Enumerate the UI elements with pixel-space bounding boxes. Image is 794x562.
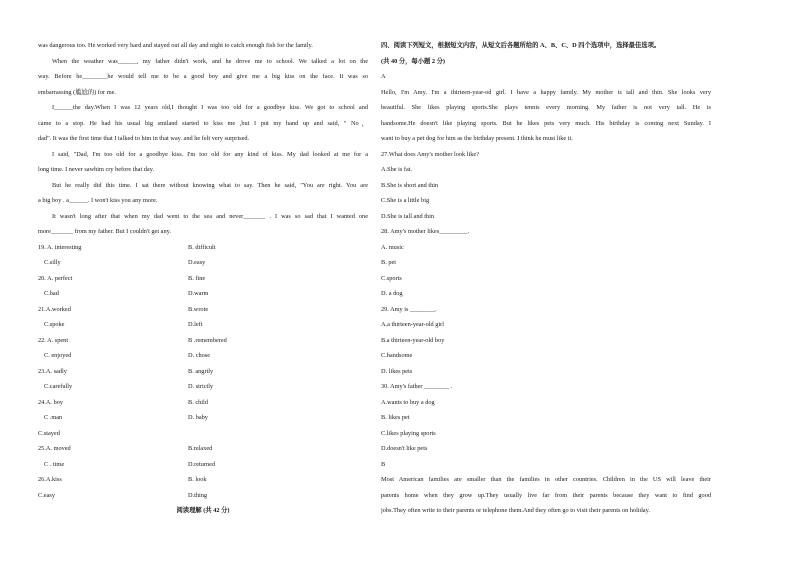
option-row (38, 472, 368, 488)
option-a: C.carefully (44, 383, 73, 390)
passage-a-label: A (381, 73, 386, 80)
passage-line: came to a stop. He had his usual big smiland started to kiss me ,but I put my hand up and said, " No， (38, 119, 368, 127)
question-line: B. likes pet (381, 414, 410, 421)
question-line: A.She is fat. (381, 166, 413, 173)
option-b: D. chose (188, 352, 211, 359)
section-header: 四、阅读下列短文，根据短文内容，从短文后各题所给的 A、B、C、D 四个选项中，选择最佳选项。 (381, 42, 661, 49)
option-b: D.easy (188, 259, 206, 266)
right-column (381, 38, 711, 519)
option-b: B. look (188, 476, 207, 483)
question-line: D.doesn't like pets (381, 445, 428, 452)
option-a: C.stayed (38, 429, 60, 437)
option-row (38, 302, 368, 318)
option-a: 20. A. perfect (38, 274, 73, 282)
question-line: C.sports (381, 274, 402, 282)
option-a: C . time (44, 460, 65, 468)
option-row (38, 488, 368, 504)
option-a: C.spoke (44, 321, 65, 328)
option-b: D.left (188, 321, 203, 328)
option-row (38, 395, 368, 411)
passage-line: But he really did this time. I sat there without knowing what to say. Then he said, "You are right. You are (52, 181, 368, 189)
option-row (38, 410, 368, 426)
option-b: B.relaxed (188, 445, 213, 452)
option-row (38, 379, 368, 395)
question-line: B. pet (381, 259, 397, 266)
option-row (38, 364, 368, 380)
option-row (38, 426, 368, 442)
option-a: C.easy (38, 491, 55, 499)
option-b: D.warm (188, 290, 209, 297)
passage-line: dad". It was the first time that I talked to him in that way. and he felt very surprised. (38, 135, 250, 142)
question-line: C.handsome (381, 352, 413, 359)
question-list (381, 147, 711, 457)
left-column (38, 38, 368, 519)
passage-line: I______the day.When I was 12 years old,I thought I was too old for a goodbye kiss. We got to school and (52, 104, 368, 111)
passage-line: a big boy . a______. I won't kiss you any more. (38, 197, 158, 204)
option-a: 26.A.kiss (38, 476, 62, 483)
passage-a-line: want to buy a pet dog for him as the birthday present. I think he must like it. (381, 135, 573, 142)
option-a: 19. A. interesting (38, 243, 82, 251)
question-line: B.a thirteen-year-old boy (381, 336, 445, 344)
passage-line: more_______ from my father. But I couldn't get any. (38, 228, 171, 235)
cloze-options (38, 240, 368, 504)
cloze-passage (38, 38, 368, 240)
passage-a-line: Hello, I'm Amy. I'm a thirteen-year-od girl. I have a happy family. My mother is tall and thin. She looks very (381, 88, 711, 96)
question-line: 27.What does Amy's mother look like? (381, 150, 480, 158)
option-b: D.returned (188, 460, 216, 468)
question-line: 28. Amy's mother likes_________. (381, 228, 470, 235)
option-a: 24.A. boy (38, 398, 64, 406)
question-line: C.likes playing sports (381, 429, 436, 437)
passage-line: long time. I never sawhim cry before that day. (38, 166, 155, 173)
option-b: D. baby (188, 414, 208, 421)
option-row (38, 348, 368, 364)
option-a: C.silly (44, 259, 61, 266)
passage-a-line: beautiful. She likes playing sports.She plays tennis every morning. My father is not very tall. He is (381, 104, 711, 111)
option-row (38, 271, 368, 287)
passage-line: embarrassing (尴尬的) for me. (38, 88, 116, 96)
option-b: B. fine (188, 274, 206, 282)
section-title-reading: 阅读理解 (共 42 分) (176, 507, 230, 514)
passage-b-line: Most American families are smaller than the families in other countries. Children in the US will leave their (381, 476, 711, 483)
passage-b-line: parents home when they grow up.They usually live far from their parents because they want to find good (381, 491, 711, 499)
option-row (38, 441, 368, 457)
question-line: D. a dog (381, 290, 403, 297)
option-row (38, 255, 368, 271)
passage-b (381, 472, 711, 519)
option-b: D.thing (188, 491, 208, 499)
question-line: 30. Amy's father ________ . (381, 383, 453, 390)
option-row (38, 240, 368, 256)
option-b: B. difficult (188, 243, 216, 251)
option-a: 21.A.worked (38, 305, 71, 313)
option-b: B.wrote (188, 305, 209, 313)
passage-line: I said, "Dad, I'm too old for a goodbye kiss. I'm too old for any kind of kiss. My dad looked at me for a (52, 150, 368, 158)
passage-b-label: B (381, 460, 386, 468)
question-line: A. music (381, 243, 404, 251)
passage-line: When the weather was______, my father didn't work, and he drove me to school. We talked a lot on the (52, 57, 368, 65)
option-b: D. strictly (188, 383, 214, 390)
passage-b-line: jobs.They often write to their parents or telephone them.And they often go to visit their parents on holiday. (381, 507, 650, 514)
option-row (38, 317, 368, 333)
option-b: B. child (188, 398, 208, 406)
passage-line: was dangerous too. He worked very hard and stayed out all day and night to catch enough fish for the family. (38, 42, 313, 49)
passage-a-line: handsome.He doesn't like playing sports. But he likes pets very much. His birthday is coming next Sunday. I (381, 119, 711, 127)
question-line: B.She is short and thin (381, 181, 439, 189)
question-line: A.wants to buy a dog (381, 398, 435, 406)
option-a: 22. A. spent (38, 336, 69, 344)
option-row (38, 457, 368, 473)
option-a: C. enjoyed (44, 352, 72, 359)
passage-a (381, 85, 711, 147)
passage-line: It wasn't long after that when my dad went to the sea and never_______ . I was so sad that I wanted one (52, 212, 368, 220)
question-line: D. likes pets (381, 367, 413, 375)
section-points: (共 40 分，每小题 2 分) (381, 57, 446, 65)
option-a: 25.A. moved (38, 445, 71, 452)
question-line: A.a thirteen-year-old girl (381, 321, 444, 328)
question-line: 29. Amy is ________. (381, 305, 437, 313)
option-b: B. angrily (188, 367, 214, 375)
option-a: C .man (44, 414, 63, 421)
option-a: C.bad (44, 290, 59, 297)
option-row (38, 286, 368, 302)
question-line: C.She is a little big (381, 197, 430, 204)
question-line: D.She is tall and thin (381, 212, 434, 220)
passage-line: way. Before he________he would tell me to be a good boy and give me a big kiss on the face. It was so (38, 73, 368, 80)
option-b: B .remembered (188, 336, 227, 344)
option-row (38, 333, 368, 349)
option-a: 23.A. sadly (38, 367, 67, 375)
